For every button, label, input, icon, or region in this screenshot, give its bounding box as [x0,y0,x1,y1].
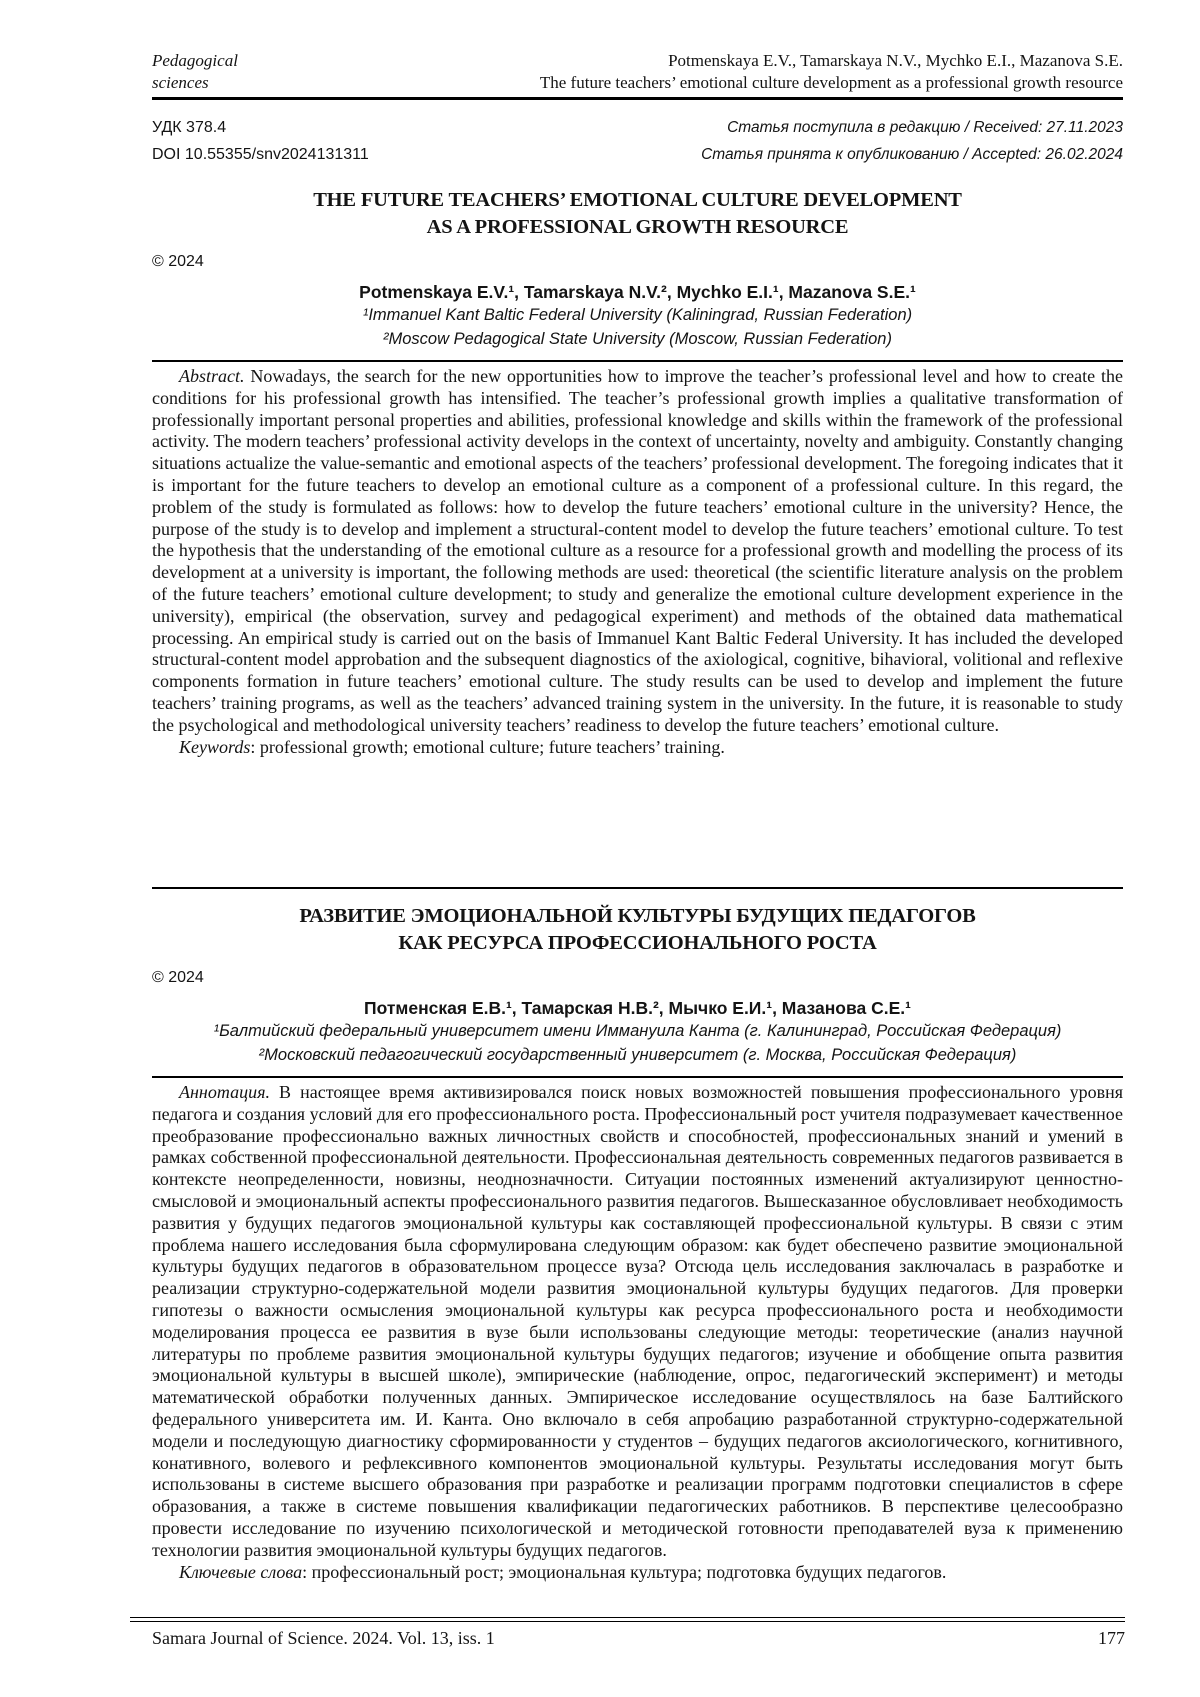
article-title-en-line2: AS A PROFESSIONAL GROWTH RESOURCE [426,216,849,238]
content-column [152,50,1123,1648]
keywords-en [152,737,1123,759]
affiliation-en-1: ¹Immanuel Kant Baltic Federal University (Kaliningrad, Russian Federation) [362,306,913,324]
accepted-date: Статья принята к опубликованию / Accepted: 26.02.2024 [701,146,1123,163]
running-head-authors: Potmenskaya E.V., Tamarskaya N.V., Mychko E.I., Mazanova S.E. [668,51,1123,70]
authors-ru: Потменская Е.В.¹, Тамарская Н.В.², Мычко Е.И.¹, Мазанова С.Е.¹ [364,998,911,1018]
divider-above-abstract-en [152,360,1123,362]
affiliation-ru-1: ¹Балтийский федеральный университет имени Иммануила Канта (г. Калининград, Российская Федерация) [213,1022,1062,1040]
article-title-en [152,187,1123,241]
running-head [152,50,1123,100]
keywords-ru-label: Ключевые слова [179,1561,303,1582]
abstract-section-ru [152,1082,1123,1648]
divider-above-title-ru [152,887,1123,889]
running-head-title: The future teachers’ emotional culture development as a professional growth resource [539,72,1123,92]
page-footer [130,1617,1125,1649]
copyright-ru: © 2024 [152,969,204,986]
running-head-article [540,50,1123,93]
abstract-section-en [152,366,1123,878]
abstract-en-label: Abstract. [179,366,245,386]
section-name-line1: Pedagogical [152,51,238,70]
section-name-line2: sciences [152,72,209,92]
doi-code: DOI 10.55355/snv2024131311 [152,146,369,163]
abstract-ru [152,1082,1123,1562]
copyright-en: © 2024 [152,253,204,270]
footer-page-number: 177 [1098,1628,1125,1648]
article-title-ru-line2: КАК РЕСУРСА ПРОФЕССИОНАЛЬНОГО РОСТА [398,932,877,954]
divider-above-abstract-ru [152,1076,1123,1078]
keywords-en-label: Keywords [179,736,251,757]
article-meta [152,114,1123,168]
affiliation-en-2: ²Moscow Pedagogical State University (Moscow, Russian Federation) [383,329,892,348]
footer-row [130,1627,1125,1649]
udc-code: УДК 378.4 [152,119,227,136]
abstract-ru-text: В настоящее время активизировался поиск новых возможностей повышения профессионального уровня педагога и создания условий для его профессионального роста. Профессиональный рост учителя подразумевает качественное преобразование профессионально важных личностных свойств и способностей, профессиональных знаний и умений в рамках собственной профессиональной деятельности. Профессиональная деятельность современных педагогов развивается в контексте неопределенности, новизны, неоднозначности. Ситуации постоянных изменений актуализируют ценностно-смысловой и эмоциональный аспекты профессионального развития педагогов. Вышесказанное обусловливает необходимость развития у будущих педагогов эмоциональной культуры как составляющей профессиональной культуры. В связи с этим проблема нашего исследования была сформулирована следующим образом: как будет обеспечено развитие эмоциональной культуры будущих педагогов в образовательном процессе вуза? Отсюда цель исследования заключалась в разработке и реализации структурно-содержательной модели развития эмоциональной культуры будущих педагогов. Для проверки гипотезы о важности осмысления эмоциональной культуры как ресурса профессионального роста и необходимости моделирования процесса ее развития в вузе были использованы следующие методы: теоретические (анализ научной литературы по проблеме развития эмоциональной культуры будущих педагогов; изучение и обобщение опыта развития эмоциональной культуры в высшей школе), эмпирические (наблюдение, опрос, педагогический эксперимент) и методы математической обработки полученных данных. Эмпирическое исследование осуществлялось на базе Балтийского федерального университета им. И. Канта. Оно включало в себя апробацию разработанной структурно-содержательной модели и последующую диагностику сформированности у студентов – будущих педагогов аксиологического, когнитивного, конативного, волевого и рефлексивного компонентов эмоциональной культуры. Результаты исследования могут быть использованы в системе высшего образования при разработке и реализации программ подготовки специалистов в сфере образования, а также в системе повышения квалификации педагогических работников. В перспективе целесообразно провести исследование по изучению психологической и методической готовности преподавателей вуза к применению технологии развития эмоциональной культуры будущих педагогов. [152,1082,1123,1560]
article-title-en-line1: THE FUTURE TEACHERS’ EMOTIONAL CULTURE DEVELOPMENT [313,189,962,211]
authors-en: Potmenskaya E.V.¹, Tamarskaya N.V.², Mychko E.I.¹, Mazanova S.E.¹ [359,282,916,302]
abstract-en-text: Nowadays, the search for the new opportunities how to improve the teacher’s professional level and how to create the conditions for his professional growth has intensified. The teacher’s professional growth implies a qualitative transformation of professionally important personal properties and abilities, professional knowledge and skills within the framework of the professional activity. The modern teachers’ professional activity develops in the context of uncertainty, novelty and ambiguity. Constantly changing situations actualize the value-semantic and emotional aspects of the teachers’ professional development. The foregoing indicates that it is important for the future teachers to develop an emotional culture as a component of a professional culture. In this regard, the problem of the study is formulated as follows: how to develop the future teachers’ emotional culture in the university? Hence, the purpose of the study is to develop and implement a structural-content model to develop the future teachers’ emotional culture. To test the hypothesis that the understanding of the emotional culture as a resource for a professional growth and modelling the process of its development at a university is important, the following methods are used: theoretical (the scientific literature analysis on the problem of the future teachers’ emotional culture development; to study and generalize the emotional culture development experience in the university), empirical (the observation, survey and pedagogical experiment) and methods of the obtained data mathematical processing. An empirical study is carried out on the basis of Immanuel Kant Baltic Federal University. It has included the developed structural-content model approbation and the subsequent diagnostics of the axiological, cognitive, bihavioral, volitional and reflexive components formation in future teachers’ emotional culture. The study results can be used to develop and implement the future teachers’ training programs, as well as the teachers’ advanced training system in the university. In the future, it is reasonable to study the psychological and methodological university teachers’ readiness to develop the future teachers’ emotional culture. [152,366,1123,735]
abstract-en [152,366,1123,737]
keywords-en-text: : professional growth; emotional culture; future teachers’ training. [250,736,725,757]
article-title-ru [152,903,1123,957]
received-date: Статья поступила в редакцию / Received: 27.11.2023 [727,119,1123,136]
affiliation-ru-2: ²Московский педагогический государственный университет (г. Москва, Российская Федерация) [258,1045,1017,1064]
keywords-ru [152,1562,1123,1584]
abstract-ru-label: Аннотация. [179,1082,270,1102]
keywords-ru-text: : профессиональный рост; эмоциональная культура; подготовка будущих педагогов. [302,1561,947,1582]
footer-double-rule [130,1617,1125,1622]
article-title-ru-line1: РАЗВИТИЕ ЭМОЦИОНАЛЬНОЙ КУЛЬТУРЫ БУДУЩИХ ПЕДАГОГОВ [299,905,976,927]
article-dates [701,114,1123,168]
article-identifiers [152,114,369,168]
running-head-section [152,50,238,93]
footer-journal: Samara Journal of Science. 2024. Vol. 13, iss. 1 [152,1628,495,1648]
